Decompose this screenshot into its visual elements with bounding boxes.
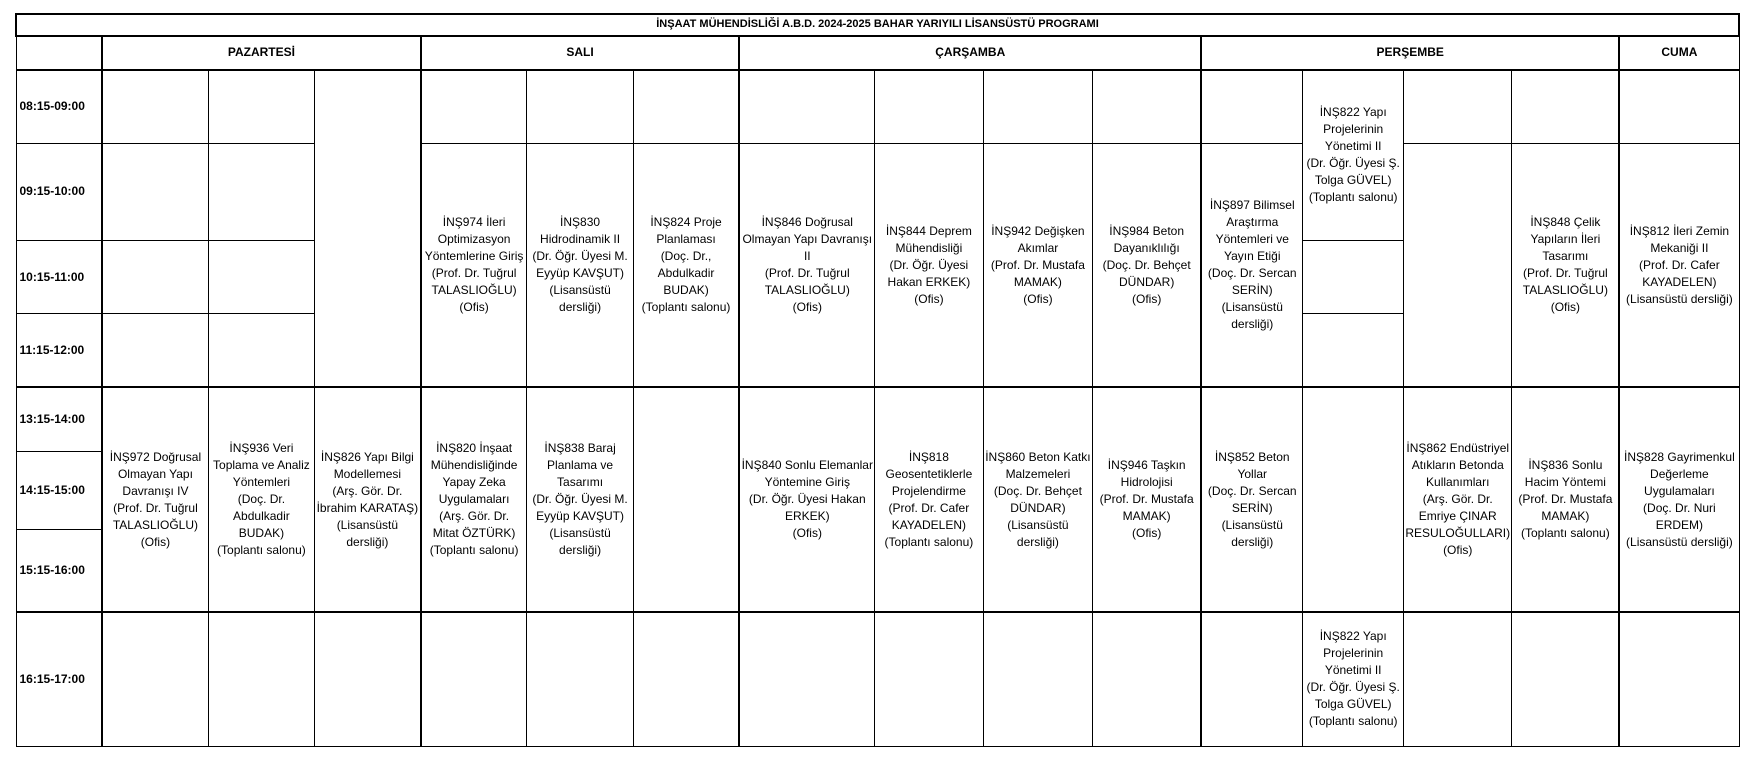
corner-cell (16, 36, 102, 70)
day-header-thursday: PERŞEMBE (1201, 36, 1619, 70)
schedule-table (15, 13, 1740, 747)
empty-cell (421, 70, 527, 143)
day-header-monday: PAZARTESİ (102, 36, 421, 70)
course-cell-ins860: İNŞ860 Beton Katkı Malzemeleri (Doç. Dr. Behçet DÜNDAR) (Lisansüstü dersliği) (983, 387, 1093, 611)
empty-cell (1619, 70, 1739, 143)
empty-cell (102, 241, 208, 314)
course-cell-ins812: İNŞ812 İleri Zemin Mekaniği II (Prof. Dr. Cafer KAYADELEN) (Lisansüstü dersliği) (1619, 143, 1739, 387)
empty-cell (1093, 70, 1201, 143)
course-cell-ins862: İNŞ862 Endüstriyel Atıkların Betonda Kullanımları (Arş. Gör. Dr. Emriye ÇINAR RESULOĞULLARI) (Ofis) (1404, 387, 1512, 611)
empty-cell (208, 70, 314, 143)
course-cell-ins826: İNŞ826 Yapı Bilgi Modellemesi (Arş. Gör. Dr. İbrahim KARATAŞ) (Lisansüstü dersliği) (315, 387, 421, 611)
empty-cell (1303, 314, 1404, 387)
empty-cell (633, 612, 739, 747)
course-cell-ins838: İNŞ838 Baraj Planlama ve Tasarımı (Dr. Öğr. Üyesi M. Eyyüp KAVŞUT) (Lisansüstü dersliği) (527, 387, 633, 611)
empty-cell (102, 70, 208, 143)
empty-cell (633, 70, 739, 143)
course-cell-ins822: İNŞ822 Yapı Projelerinin Yönetimi II (Dr. Öğr. Üyesi Ş. Tolga GÜVEL) (Toplantı salonu) (1303, 70, 1404, 241)
empty-cell (1404, 143, 1512, 387)
course-cell-ins946: İNŞ946 Taşkın Hidrolojisi (Prof. Dr. Mustafa MAMAK) (Ofis) (1093, 387, 1201, 611)
time-slot: 10:15-11:00 (16, 241, 102, 314)
course-cell-ins824: İNŞ824 Proje Planlaması (Doç. Dr., Abdulkadir BUDAK) (Toplantı salonu) (633, 143, 739, 387)
course-cell-ins828: İNŞ828 Gayrimenkul Değerleme Uygulamaları (Doç. Dr. Nuri ERDEM) (Lisansüstü dersliği) (1619, 387, 1739, 611)
course-cell-ins852: İNŞ852 Beton Yollar (Doç. Dr. Sercan SERİN) (Lisansüstü dersliği) (1201, 387, 1303, 611)
empty-cell (875, 612, 983, 747)
empty-cell (1303, 241, 1404, 314)
course-cell-ins846: İNŞ846 Doğrusal Olmayan Yapı Davranışı II (Prof. Dr. Tuğrul TALASLIOĞLU) (Ofis) (739, 143, 874, 387)
empty-cell (983, 70, 1093, 143)
course-cell-ins942: İNŞ942 Değişken Akımlar (Prof. Dr. Mustafa MAMAK) (Ofis) (983, 143, 1093, 387)
empty-cell (1404, 70, 1512, 143)
empty-cell (102, 143, 208, 240)
empty-cell (102, 314, 208, 387)
course-cell-ins848: İNŞ848 Çelik Yapıların İleri Tasarımı (Prof. Dr. Tuğrul TALASLIOĞLU) (Ofis) (1512, 143, 1619, 387)
course-cell-ins897: İNŞ897 Bilimsel Araştırma Yöntemleri ve Yayın Etiği (Doç. Dr. Sercan SERİN) (Lisansüstü dersliği) (1201, 143, 1303, 387)
empty-cell (315, 70, 421, 388)
empty-cell (208, 143, 314, 240)
empty-cell (633, 387, 739, 611)
time-slot: 08:15-09:00 (16, 70, 102, 143)
course-cell-ins936: İNŞ936 Veri Toplama ve Analiz Yöntemleri (Doç. Dr. Abdulkadir BUDAK) (Toplantı salonu) (208, 387, 314, 611)
time-slot: 13:15-14:00 (16, 387, 102, 452)
empty-cell (739, 612, 874, 747)
course-cell-ins844: İNŞ844 Deprem Mühendisliği (Dr. Öğr. Üyesi Hakan ERKEK) (Ofis) (875, 143, 983, 387)
empty-cell (1201, 70, 1303, 143)
course-cell-ins822: İNŞ822 Yapı Projelerinin Yönetimi II (Dr. Öğr. Üyesi Ş. Tolga GÜVEL) (Toplantı salonu) (1303, 612, 1404, 747)
course-cell-ins818: İNŞ818 Geosentetiklerle Projelendirme (Prof. Dr. Cafer KAYADELEN) (Toplantı salonu) (875, 387, 983, 611)
empty-cell (1093, 612, 1201, 747)
course-cell-ins836: İNŞ836 Sonlu Hacim Yöntemi (Prof. Dr. Mustafa MAMAK) (Toplantı salonu) (1512, 387, 1619, 611)
course-cell-ins974: İNŞ974 İleri Optimizasyon Yöntemlerine Giriş (Prof. Dr. Tuğrul TALASLIOĞLU) (Ofis) (421, 143, 527, 387)
empty-cell (315, 612, 421, 747)
empty-cell (1404, 612, 1512, 747)
empty-cell (1201, 612, 1303, 747)
empty-cell (1512, 612, 1619, 747)
empty-cell (527, 70, 633, 143)
empty-cell (208, 241, 314, 314)
course-cell-ins972: İNŞ972 Doğrusal Olmayan Yapı Davranışı IV (Prof. Dr. Tuğrul TALASLIOĞLU) (Ofis) (102, 387, 208, 611)
empty-cell (527, 612, 633, 747)
empty-cell (1303, 387, 1404, 611)
empty-cell (102, 612, 208, 747)
time-slot: 09:15-10:00 (16, 143, 102, 240)
empty-cell (208, 612, 314, 747)
course-cell-ins830: İNŞ830 Hidrodinamik II (Dr. Öğr. Üyesi M. Eyyüp KAVŞUT) (Lisansüstü dersliği) (527, 143, 633, 387)
empty-cell (875, 70, 983, 143)
empty-cell (208, 314, 314, 387)
time-slot: 15:15-16:00 (16, 530, 102, 612)
empty-cell (1512, 70, 1619, 143)
course-cell-ins984: İNŞ984 Beton Dayanıklılığı (Doç. Dr. Behçet DÜNDAR) (Ofis) (1093, 143, 1201, 387)
empty-cell (421, 612, 527, 747)
empty-cell (739, 70, 874, 143)
schedule-title: İNŞAAT MÜHENDİSLİĞİ A.B.D. 2024-2025 BAHAR YARIYILI LİSANSÜSTÜ PROGRAMI (16, 14, 1739, 36)
course-cell-ins820: İNŞ820 İnşaat Mühendisliğinde Yapay Zeka Uygulamaları (Arş. Gör. Dr. Mitat ÖZTÜRK) (Toplantı salonu) (421, 387, 527, 611)
day-header-tuesday: SALI (421, 36, 740, 70)
day-header-wednesday: ÇARŞAMBA (739, 36, 1201, 70)
time-slot: 16:15-17:00 (16, 612, 102, 747)
day-header-friday: CUMA (1619, 36, 1739, 70)
empty-cell (983, 612, 1093, 747)
time-slot: 14:15-15:00 (16, 452, 102, 530)
time-slot: 11:15-12:00 (16, 314, 102, 387)
course-cell-ins840: İNŞ840 Sonlu Elemanlar Yöntemine Giriş (Dr. Öğr. Üyesi Hakan ERKEK) (Ofis) (739, 387, 874, 611)
empty-cell (1619, 612, 1739, 747)
